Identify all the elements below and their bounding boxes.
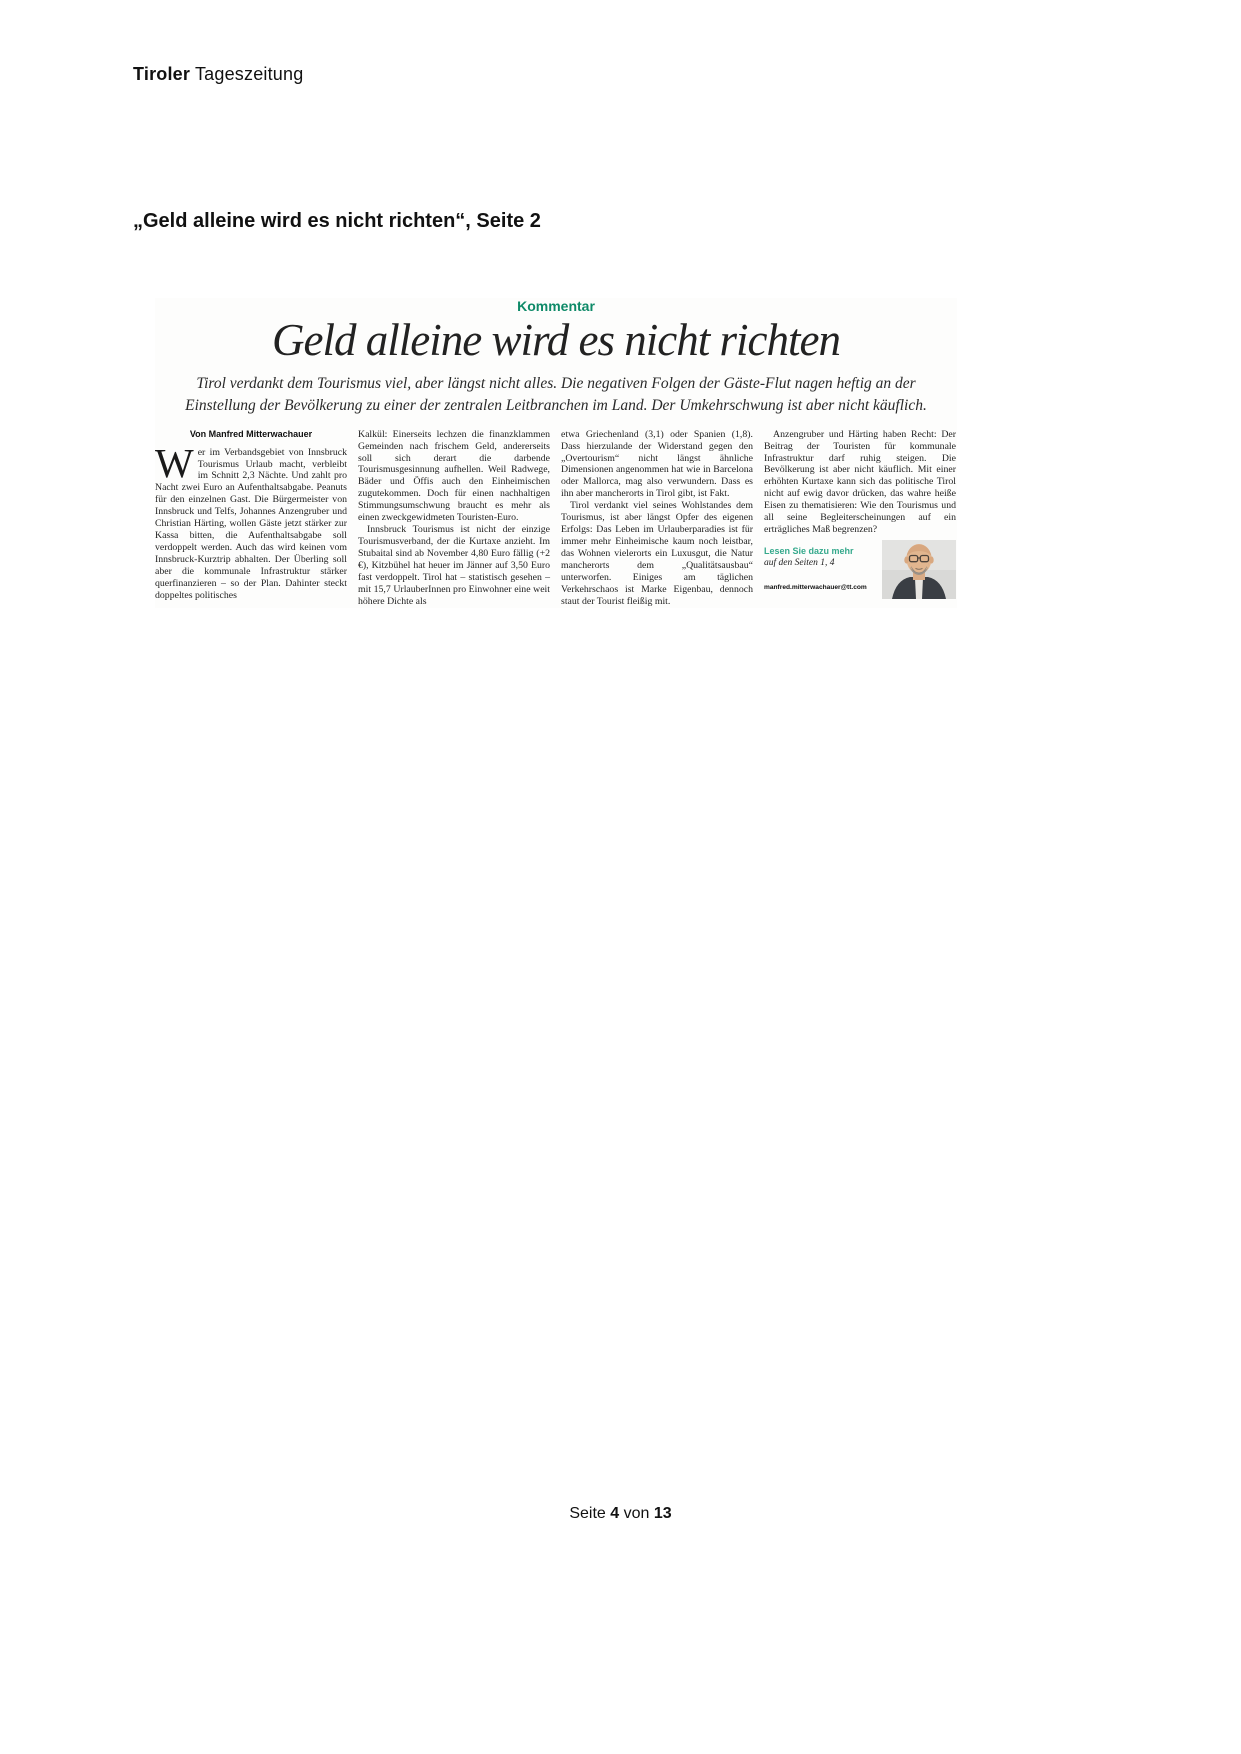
column1-paragraph	[155, 439, 347, 602]
article-column-2	[358, 429, 550, 608]
newspaper-brand	[133, 64, 303, 85]
column4-paragraph: Anzengruber und Härting haben Recht: Der Beitrag der Touristen für kommunale Infrastruktur darf ruhig steigen. Die Bevölkerung ist aber nicht käuflich. Mit einer erhöhten Kurtaxe kann sich das politische Tirol nicht auf ewig davor drücken, das wahre heiße Eisen zu thematisieren: Wie den Tourismus und all seine Begleiterscheinungen auf ein erträgliches Maß begrenzen?	[764, 428, 956, 536]
article-column-3	[561, 429, 753, 608]
article-byline: Von Manfred Mitterwachauer	[189, 428, 313, 439]
article-title: Geld alleine wird es nicht richten	[272, 315, 840, 365]
standfirst-line-2: Einstellung der Bevölkerung zu einer der zentralen Leitbranchen im Land. Der Umkehrschwung ist aber nicht käuflich.	[185, 396, 927, 414]
article-standfirst	[155, 373, 957, 416]
column2-paragraph-2: Innsbruck Tourismus ist nicht der einzige Tourismusverband, der die Kurtaxe anzieht. Im Stubaital sind ab November 4,80 Euro fällig (+2 €), Kitzbühel hat heuer im Jänner auf 3,50 Euro fast verdoppelt. Tirol hat – statistisch gesehen – mit 15,7 UrlauberInnen pro Einwohner eine weit höhere Dichte als	[358, 524, 550, 607]
author-portrait-photo	[882, 540, 956, 599]
article-kicker: Kommentar	[517, 298, 595, 314]
read-more-block	[764, 546, 878, 599]
article-column-1	[155, 429, 347, 608]
page-footer	[0, 1505, 1241, 1523]
brand-bold-part: Tiroler	[133, 64, 191, 84]
article-column-4	[764, 429, 956, 608]
standfirst-line-1: Tirol verdankt dem Tourismus viel, aber längst nicht alles. Die negativen Folgen der Gäste-Flut nagen heftig an der	[196, 375, 916, 393]
column4-footer-block	[764, 546, 956, 599]
column3-paragraph-1: etwa Griechenland (3,1) oder Spanien (1,8). Dass hierzulande der Widerstand gegen den „Overtourism“ nicht längst ähnliche Dimensionen angenommen hat wie in Barcelona oder Mallorca, mag also verwundern. Dass es ihn aber mancherorts in Tirol gibt, ist Fakt.	[561, 428, 753, 500]
column3-paragraph-2: Tirol verdankt viel seines Wohlstandes dem Tourismus, ist aber längst Opfer des eigenen Erfolgs: Das Leben im Urlauberparadies ist für immer mehr Einheimische kaum noch leistbar, das Wohnen vielerorts ein Luxusgut, die Natur mancherorts dem „Qualitätsausbau“ unterworfen. Einiges am täglichen Verkehrschaos ist Marke Eigenbau, dennoch staut der Tourist fleißig mit.	[561, 500, 753, 607]
dropcap-letter: W	[155, 439, 194, 486]
footer-total-pages: 13	[653, 1505, 672, 1522]
brand-regular-part: Tageszeitung	[190, 64, 304, 84]
column2-paragraph-1: Kalkül: Einerseits lechzen die finanzklammen Gemeinden nach frischem Geld, andererseits soll sich derart die darbende Tourismusgesinnung aufhellen. Weil Radwege, Bäder und Öffis auch den Einheimischen zugutekommen. Doch für einen nachhaltigen Stimmungsumschwung braucht es mehr als einen zweckgewidmeten Touristen-Euro.	[358, 428, 550, 524]
read-more-title: Lesen Sie dazu mehr	[764, 546, 854, 557]
read-more-pages: auf den Seiten 1, 4	[764, 558, 835, 569]
article-clipping	[155, 298, 957, 608]
column1-text: er im Verbandsgebiet von Innsbruck Tourismus Urlaub macht, verbleibt im Schnitt 2,3 Nächte. Und zahlt pro Nacht zwei Euro an Aufenthaltsabgabe. Peanuts für den einzelnen Gast. Die Bürgermeister von Innsbruck und Telfs, Johannes Anzengruber und Christian Härting, wollen Gäste jetzt stärker zur Kassa bitten, die Aufenthaltsabgabe soll verdoppelt werden. Auch das wird keinen vom Innsbruck-Kurztrip abhalten. Der Überling soll aber die kommunale Infrastruktur stärker querfinanzieren – so der Plan. Dahinter steckt doppeltes politisches	[155, 446, 347, 601]
footer-page-number: 4	[610, 1505, 620, 1522]
footer-separator: von	[619, 1505, 654, 1522]
author-email: manfred.mitterwachauer@tt.com	[764, 583, 867, 591]
article-columns	[155, 429, 957, 608]
reference-headline: „Geld alleine wird es nicht richten“, Seite 2	[133, 210, 541, 232]
footer-prefix: Seite	[569, 1505, 611, 1522]
